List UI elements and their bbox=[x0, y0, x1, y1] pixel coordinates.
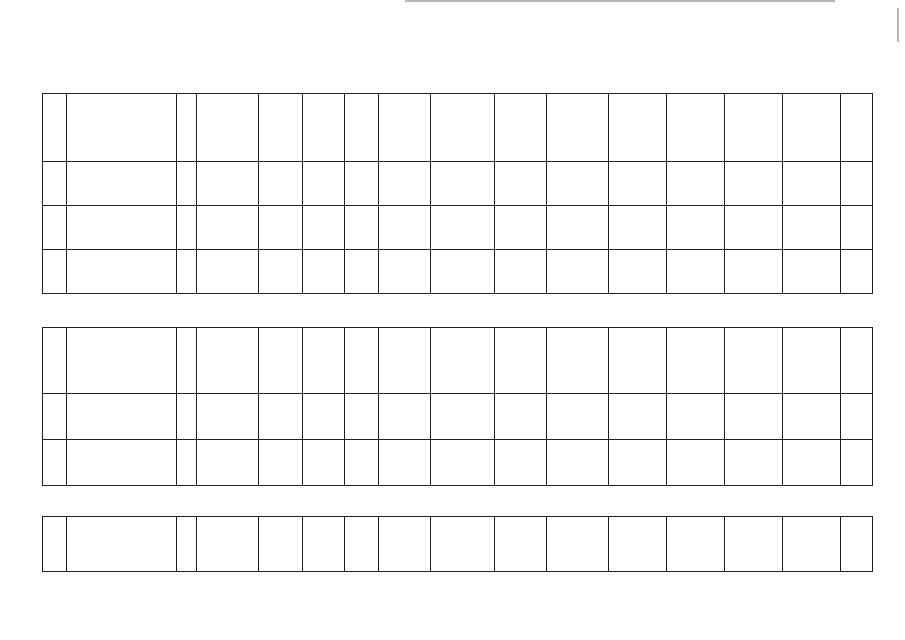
table-cell bbox=[841, 206, 873, 250]
table-cell bbox=[547, 440, 609, 486]
table-cell bbox=[609, 162, 667, 206]
table-cell bbox=[431, 162, 495, 206]
table-cell bbox=[783, 440, 841, 486]
table-cell bbox=[197, 162, 259, 206]
table-cell bbox=[379, 206, 431, 250]
table-cell bbox=[609, 206, 667, 250]
table-cell bbox=[783, 206, 841, 250]
table-row bbox=[43, 328, 873, 394]
table-cell bbox=[379, 517, 431, 572]
table-cell bbox=[43, 394, 67, 440]
table-cell bbox=[379, 394, 431, 440]
table-cell bbox=[609, 328, 667, 394]
table-cell bbox=[197, 206, 259, 250]
table-cell bbox=[841, 328, 873, 394]
table-cell bbox=[547, 517, 609, 572]
table-cell bbox=[345, 206, 379, 250]
table-cell bbox=[259, 394, 303, 440]
table-cell bbox=[495, 440, 547, 486]
table-cell bbox=[177, 206, 197, 250]
table-cell bbox=[725, 94, 783, 162]
table-cell bbox=[547, 206, 609, 250]
table-cell bbox=[67, 162, 177, 206]
table-cell bbox=[303, 206, 345, 250]
table-cell bbox=[725, 517, 783, 572]
table-cell bbox=[67, 394, 177, 440]
table-cell bbox=[667, 394, 725, 440]
table-object-1-6-1 bbox=[42, 93, 873, 294]
table-cell bbox=[197, 517, 259, 572]
table-row bbox=[43, 206, 873, 250]
table-cell bbox=[725, 440, 783, 486]
table-cell bbox=[259, 94, 303, 162]
table-cell bbox=[841, 394, 873, 440]
top-scan-edge bbox=[405, 0, 835, 2]
table-cell bbox=[609, 440, 667, 486]
table-cell bbox=[841, 94, 873, 162]
table-cell bbox=[495, 250, 547, 294]
table-cell bbox=[177, 394, 197, 440]
table-cell bbox=[43, 440, 67, 486]
table-cell bbox=[67, 440, 177, 486]
table-cell bbox=[197, 94, 259, 162]
table-cell bbox=[259, 250, 303, 294]
table-cell bbox=[431, 517, 495, 572]
table-cell bbox=[725, 328, 783, 394]
table-cell bbox=[841, 440, 873, 486]
table-cell bbox=[609, 94, 667, 162]
table-cell bbox=[345, 250, 379, 294]
table-cell bbox=[197, 394, 259, 440]
table-cell bbox=[547, 162, 609, 206]
table-row bbox=[43, 94, 873, 162]
table-cell bbox=[345, 328, 379, 394]
table-cell bbox=[43, 206, 67, 250]
table-cell bbox=[197, 250, 259, 294]
table-cell bbox=[67, 517, 177, 572]
table-cell bbox=[495, 394, 547, 440]
table-cell bbox=[547, 394, 609, 440]
table-cell bbox=[177, 517, 197, 572]
table-cell bbox=[345, 517, 379, 572]
table-cell bbox=[379, 250, 431, 294]
table-cell bbox=[667, 206, 725, 250]
table-cell bbox=[431, 206, 495, 250]
table-cell bbox=[177, 440, 197, 486]
table-cell bbox=[495, 94, 547, 162]
table-cell bbox=[259, 517, 303, 572]
table-cell bbox=[547, 94, 609, 162]
table-object-1-6-3 bbox=[42, 327, 873, 486]
table-cell bbox=[303, 517, 345, 572]
table-cell bbox=[667, 94, 725, 162]
table-cell bbox=[303, 328, 345, 394]
table-cell bbox=[495, 206, 547, 250]
table-cell bbox=[667, 328, 725, 394]
table-cell bbox=[177, 250, 197, 294]
table-cell bbox=[431, 94, 495, 162]
table-cell bbox=[67, 250, 177, 294]
table-cell bbox=[783, 328, 841, 394]
table-cell bbox=[609, 517, 667, 572]
table-cell bbox=[379, 162, 431, 206]
table-cell bbox=[303, 162, 345, 206]
table-cell bbox=[379, 328, 431, 394]
table-cell bbox=[197, 440, 259, 486]
table-cell bbox=[177, 94, 197, 162]
table-cell bbox=[303, 394, 345, 440]
right-scan-edge bbox=[897, 8, 899, 42]
table-cell bbox=[303, 94, 345, 162]
table-cell bbox=[725, 162, 783, 206]
table-cell bbox=[725, 206, 783, 250]
table-cell bbox=[667, 162, 725, 206]
table-row bbox=[43, 250, 873, 294]
table-cell bbox=[783, 394, 841, 440]
table-cell bbox=[783, 162, 841, 206]
table-cell bbox=[783, 517, 841, 572]
table-cell bbox=[783, 250, 841, 294]
table-row bbox=[43, 440, 873, 486]
table-cell bbox=[345, 440, 379, 486]
table-cell bbox=[43, 94, 67, 162]
table-cell bbox=[67, 94, 177, 162]
table-cell bbox=[783, 94, 841, 162]
table-cell bbox=[259, 162, 303, 206]
table-cell bbox=[379, 94, 431, 162]
table-cell bbox=[303, 440, 345, 486]
table-cell bbox=[345, 94, 379, 162]
table-cell bbox=[43, 250, 67, 294]
table-cell bbox=[379, 440, 431, 486]
table-cell bbox=[67, 206, 177, 250]
table-cell bbox=[725, 394, 783, 440]
table-cell bbox=[345, 394, 379, 440]
table-row bbox=[43, 394, 873, 440]
table-cell bbox=[495, 328, 547, 394]
table-cell bbox=[177, 162, 197, 206]
table-cell bbox=[303, 250, 345, 294]
table-cell bbox=[547, 250, 609, 294]
table-cell bbox=[841, 517, 873, 572]
table-cell bbox=[667, 250, 725, 294]
table-cell bbox=[43, 162, 67, 206]
table-cell bbox=[259, 328, 303, 394]
table-cell bbox=[431, 440, 495, 486]
table-cell bbox=[177, 328, 197, 394]
table-cell bbox=[197, 328, 259, 394]
table-cell bbox=[667, 440, 725, 486]
table-cell bbox=[725, 250, 783, 294]
table-row bbox=[43, 517, 873, 572]
table-cell bbox=[67, 328, 177, 394]
table-cell bbox=[259, 206, 303, 250]
table-cell bbox=[841, 162, 873, 206]
table-object-1-6-11 bbox=[42, 516, 873, 572]
table-cell bbox=[431, 250, 495, 294]
table-cell bbox=[495, 162, 547, 206]
table-cell bbox=[345, 162, 379, 206]
table-cell bbox=[43, 517, 67, 572]
table-cell bbox=[547, 328, 609, 394]
table-cell bbox=[431, 394, 495, 440]
table-cell bbox=[431, 328, 495, 394]
table-cell bbox=[667, 517, 725, 572]
table-cell bbox=[609, 250, 667, 294]
table-cell bbox=[609, 394, 667, 440]
table-cell bbox=[495, 517, 547, 572]
table-cell bbox=[259, 440, 303, 486]
table-cell bbox=[841, 250, 873, 294]
table-cell bbox=[43, 328, 67, 394]
table-row bbox=[43, 162, 873, 206]
